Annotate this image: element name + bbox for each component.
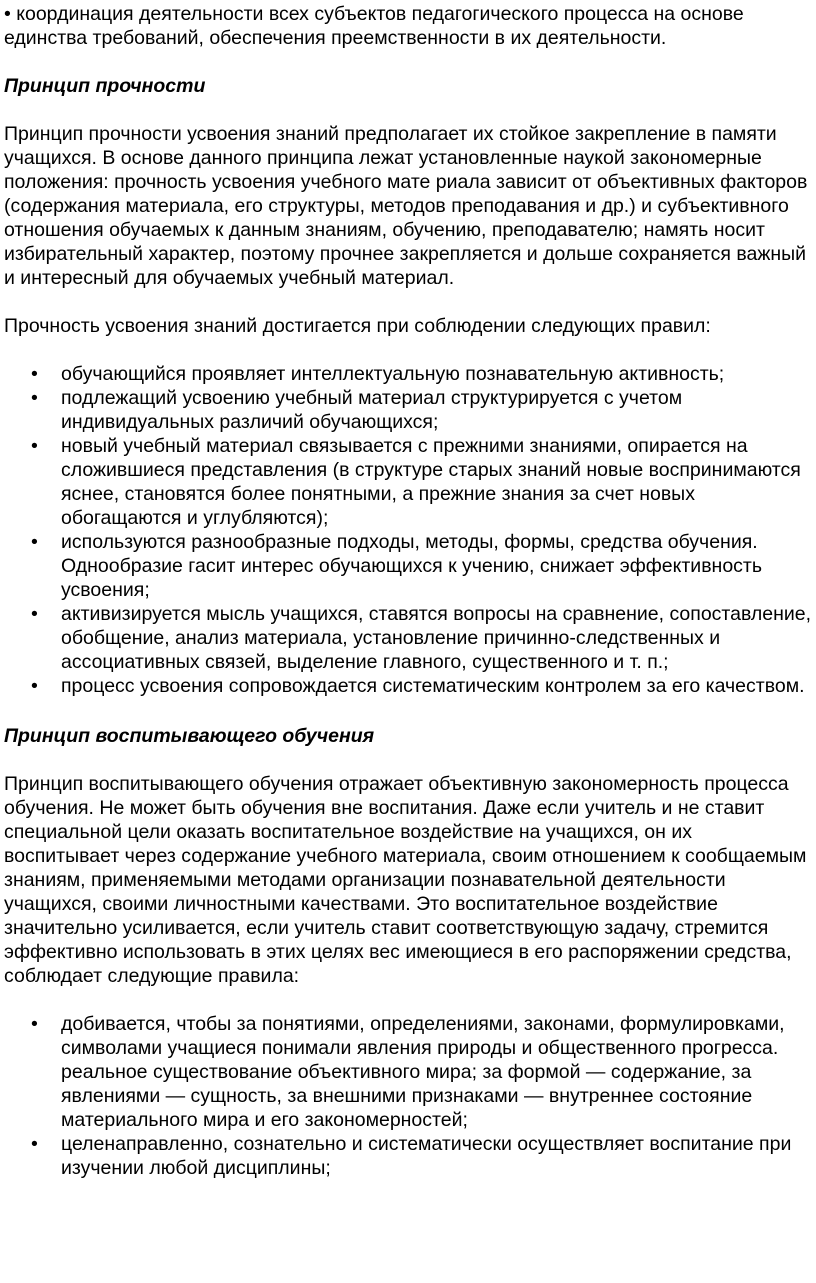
heading-strength-principle: Принцип прочности [4,75,206,97]
upbringing-rules-list [4,1012,812,1180]
list-item: • используются разнообразные подходы, методы, формы, средства обучения. Однообразие гасит интерес обучающихся к учению, снижает эффективность усвоения; [4,530,812,602]
intro-line: • координация деятельности всех субъектов педагогического процесса на основе единства требований, обеспечения преемственности в их деятельности. [4,3,744,49]
list-item: • добивается, чтобы за понятиями, определениями, законами, формулировками, символами учащиеся понимали явления природы и общественного прогресса. реальное существование объективного мира; за формой — содержание, за явлениями — сущность, за внешними признаками — внутреннее состояние материального мира и его закономерностей; [4,1012,812,1132]
list-item: • обучающийся проявляет интеллектуальную познавательную активность; [4,362,812,386]
strength-rules-intro: Прочность усвоения знаний достигается при соблюдении следующих правил: [4,315,711,337]
strength-paragraph: Принцип прочности усвоения знаний предполагает их стойкое закрепление в памяти учащихся. В основе данного принципа лежат установленные наукой закономерные положения: прочность усвоения учебного мате риала зависит от объективных факторов (содержания материала, его структуры, методов преподавания и др.) и субъективного отношения обучаемых к данным знаниям, обучению, преподавателю; намять носит избирательный характер, поэтому прочнее закрепляется и дольше сохраняется важный и интересный для обучаемых учебный материал. [4,123,808,289]
strength-rules-list [4,362,812,698]
heading-upbringing-principle: Принцип воспитывающего обучения [4,725,375,747]
list-item: • новый учебный материал связывается с прежними знаниями, опирается на сложившиеся представления (в структуре старых знаний новые воспринимаются яснее, становятся более понятными, а прежние знания за счет новых обогащаются и углубляются); [4,434,812,530]
list-item: • активизируется мысль учащихся, ставятся вопросы на сравнение, сопоставление, обобщение, анализ материала, установление причинно-следственных и ассоциативных связей, выделение главного, существенного и т. п.; [4,602,812,674]
list-item: • целенаправленно, сознательно и систематически осуществляет воспитание при изучении любой дисциплины; [4,1132,812,1180]
list-item: • подлежащий усвоению учебный материал структурируется с учетом индивидуальных различий обучающихся; [4,386,812,434]
upbringing-paragraph: Принцип воспитывающего обучения отражает объективную закономерность процесса обучения. Не может быть обучения вне воспитания. Даже если учитель и не ставит специальной цели оказать воспитательное воздействие на учащихся, он их воспитывает через содержание учебного материала, своим отношением к сообщаемым знаниям, применяемыми методами организации познавательной деятельности учащихся, своими личностными качествами. Это воспитательное воздействие значительно усиливается, если учитель ставит соответствующую задачу, стремится эффективно использовать в этих целях вес имеющиеся в его распоряжении средства, соблюдает следующие правила: [4,773,807,987]
list-item: • процесс усвоения сопровождается систематическим контролем за его качеством. [4,674,812,698]
document-page [0,2,816,1283]
